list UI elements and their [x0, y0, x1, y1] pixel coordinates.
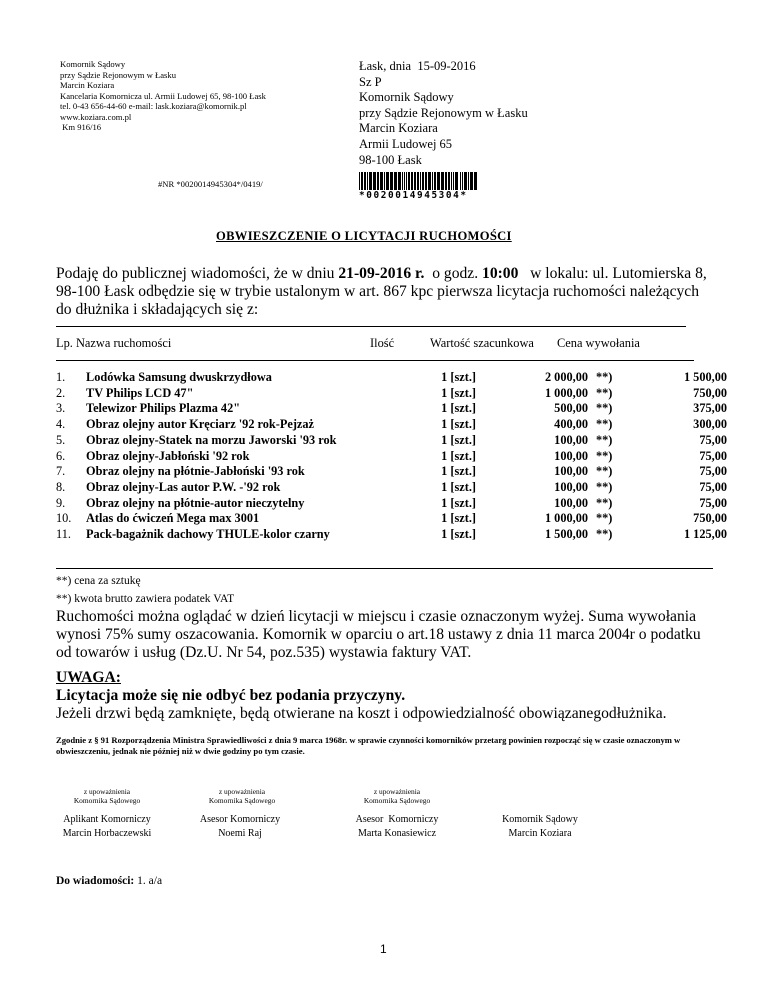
signature-authorization: [332, 787, 462, 805]
row-value: 100,00: [554, 495, 588, 510]
row-lp: 4.: [56, 417, 66, 432]
legal-note: Zgodnie z § 91 Rozporządzenia Ministra Sprawiedliwości z dnia 9 marca 1968r. w sprawie czynności komorników przetarg powinien rozpocząć się w czasie oznaczonym w obwieszczeniu, jednak nie później niż w dwie godziny po tym czasie.: [56, 735, 681, 756]
signatory-role: Asesor Komorniczy: [199, 814, 281, 825]
row-lp: 2.: [56, 385, 66, 400]
items-table: [56, 370, 756, 560]
column-header-value: Wartość szacunkowa: [430, 336, 534, 350]
row-price: 75,00: [699, 495, 727, 510]
row-value: 100,00: [554, 432, 588, 447]
authorization-line: z upoważnienia: [373, 787, 421, 796]
row-lp: 7.: [56, 464, 66, 479]
reference-number: #NR *0020014945304*/0419/: [158, 179, 263, 189]
row-value: 1 000,00: [544, 385, 588, 400]
table-row: [56, 496, 756, 512]
row-lp: 11.: [56, 527, 71, 541]
row-qty: 1 [szt.]: [441, 432, 476, 447]
row-name: Obraz olejny na płótnie-Jabłoński '93 rok: [86, 464, 305, 479]
table-row: [56, 386, 756, 402]
row-qty: 1 [szt.]: [441, 401, 476, 416]
row-value: 2 000,00: [544, 370, 588, 384]
row-qty: 1 [szt.]: [441, 479, 476, 494]
table-row: [56, 480, 756, 496]
recipient-line: Armii Ludowej 65: [359, 136, 453, 151]
note-price-per-item: **) cena za sztukę: [56, 575, 141, 587]
row-mark: **): [596, 370, 613, 384]
authorization-line: z upoważnienia: [83, 787, 131, 796]
recipient-line: Komornik Sądowy: [359, 90, 454, 105]
row-mark: **): [596, 385, 613, 400]
row-value: 500,00: [554, 401, 588, 416]
signatory-name: Noemi Raj: [218, 828, 262, 839]
case-number: Km 916/16: [60, 122, 102, 132]
row-price: 75,00: [699, 448, 727, 463]
column-header-name: Lp. Nazwa ruchomości: [56, 336, 172, 350]
recipient-block: [359, 59, 528, 168]
row-price: 1 500,00: [683, 370, 727, 384]
row-mark: **): [596, 464, 613, 479]
row-price: 750,00: [693, 511, 727, 526]
signatory-role: Asesor Komorniczy: [355, 814, 439, 825]
signature-authorization: [177, 787, 307, 805]
row-qty: 1 [szt.]: [441, 370, 476, 384]
table-row: [56, 370, 756, 386]
table-row: [56, 401, 756, 417]
row-lp: 1.: [56, 370, 66, 384]
table-row: [56, 433, 756, 449]
document-title: OBWIESZCZENIE O LICYTACJI RUCHOMOŚCI: [216, 229, 512, 243]
recipient-line: przy Sądzie Rejonowym w Łasku: [359, 105, 528, 120]
row-name: Lodówka Samsung dwuskrzydłowa: [86, 370, 272, 384]
note-vat: **) kwota brutto zawiera podatek VAT: [56, 593, 235, 605]
authorization-line: z upoważnienia: [218, 787, 266, 796]
table-row: [56, 527, 756, 543]
signatory-name: Marcin Koziara: [508, 828, 572, 839]
row-qty: 1 [szt.]: [441, 511, 476, 526]
distribution-label: Do wiadomości:: [56, 875, 135, 887]
row-name: Obraz olejny-Jabłoński '92 rok: [86, 448, 250, 463]
row-name: Atlas do ćwiczeń Mega max 3001: [86, 511, 260, 526]
sender-line: tel. 0-43 656-44-60 e-mail: lask.koziara@komornik.pl: [60, 101, 247, 111]
row-qty: 1 [szt.]: [441, 495, 476, 510]
auction-time: 10:00: [482, 265, 519, 282]
authorization-line: Komornika Sądowego: [208, 796, 276, 805]
column-header-price: Cena wywołania: [557, 336, 640, 350]
row-price: 75,00: [699, 479, 727, 494]
sender-block: [60, 59, 266, 133]
distribution-note: [56, 875, 162, 887]
row-name: Telewizor Philips Plazma 42": [86, 401, 241, 416]
recipient-line: Sz P: [359, 74, 382, 89]
row-price: 375,00: [693, 401, 727, 416]
row-mark: **): [596, 432, 613, 447]
intro-text-2: o godz.: [424, 265, 483, 282]
row-mark: **): [596, 511, 613, 526]
row-mark: **): [596, 495, 613, 510]
sender-line: Komornik Sądowy: [60, 59, 126, 69]
row-value: 1 500,00: [544, 527, 588, 541]
row-name: Pack-bagażnik dachowy THULE-kolor czarny: [86, 527, 330, 541]
barcode-bars: [359, 172, 480, 190]
row-lp: 10.: [56, 511, 72, 526]
signatory-role: Aplikant Komorniczy: [63, 814, 151, 825]
recipient-line: 98-100 Łask: [359, 152, 422, 167]
sender-line: przy Sądzie Rejonowym w Łasku: [60, 69, 176, 80]
row-value: 1 000,00: [544, 511, 588, 526]
intro-text-3: w lokalu: ul. Lutomierska 8, 98-100 Łask odbędzie się w trybie ustalonym w art. 867 kpc pierwsza licytacja ruchomości należących do dłużnika i składających się z:: [56, 265, 711, 319]
row-price: 300,00: [693, 417, 727, 432]
recipient-line: Marcin Koziara: [359, 121, 438, 136]
row-mark: **): [596, 401, 613, 416]
warning-line: Jeżeli drzwi będą zamknięte, będą otwierane na koszt i odpowiedzialność obowiązanegodłużnika.: [56, 705, 667, 722]
signature-authorization: [42, 787, 172, 805]
row-qty: 1 [szt.]: [441, 385, 476, 400]
row-lp: 9.: [56, 495, 66, 510]
row-value: 100,00: [554, 479, 588, 494]
sender-line: www.koziara.com.pl: [60, 111, 132, 122]
column-header-qty: Ilość: [370, 336, 395, 350]
row-qty: 1 [szt.]: [441, 527, 476, 541]
row-mark: **): [596, 448, 613, 463]
row-value: 100,00: [554, 448, 588, 463]
row-price: 1 125,00: [683, 527, 727, 541]
table-row: [56, 464, 756, 480]
row-name: Obraz olejny-Statek na morzu Jaworski '93 rok: [86, 432, 337, 447]
row-name: Obraz olejny-Las autor P.W. -'92 rok: [86, 479, 281, 494]
intro-paragraph: [56, 265, 711, 320]
row-name: TV Philips LCD 47": [86, 385, 194, 400]
table-row: [56, 417, 756, 433]
barcode-text: *0020014945304*: [359, 190, 468, 201]
row-mark: **): [596, 527, 613, 541]
row-price: 75,00: [699, 432, 727, 447]
table-row: [56, 511, 756, 527]
row-lp: 5.: [56, 432, 66, 447]
row-name: Obraz olejny na płótnie-autor nieczytelny: [86, 495, 305, 510]
row-mark: **): [596, 479, 613, 494]
signatory-name: Marcin Horbaczewski: [62, 828, 152, 839]
auction-date: 21-09-2016 r.: [338, 265, 425, 282]
row-qty: 1 [szt.]: [441, 448, 476, 463]
divider: [56, 568, 713, 569]
intro-text-1: Podaję do publicznej wiadomości, że w dniu: [56, 265, 339, 282]
place-date: Łask, dnia 15-09-2016: [359, 59, 476, 73]
sender-line: Marcin Koziara: [60, 80, 115, 90]
row-lp: 8.: [56, 479, 66, 494]
signatory-role: Komornik Sądowy: [502, 814, 578, 825]
row-price: 75,00: [699, 464, 727, 479]
table-row: [56, 449, 756, 465]
row-value: 100,00: [554, 464, 588, 479]
row-mark: **): [596, 417, 613, 432]
body-paragraph: Ruchomości można oglądać w dzień licytacji w miejscu i czasie oznaczonym wyżej. Suma wywołania wynosi 75% sumy oszacowania. Komornik w oparciu o art.18 ustawy z dnia 11 marca 2004r o podatku od towarów i usług (Dz.U. Nr 54, poz.535) wystawia faktury VAT.: [56, 608, 701, 662]
authorization-line: Komornika Sądowego: [73, 796, 141, 805]
sender-line: Kancelaria Komornicza ul. Armii Ludowej 65, 98-100 Łask: [60, 90, 266, 101]
page-number: 1: [380, 942, 387, 956]
divider: [56, 326, 686, 327]
distribution-value: 1. a/a: [134, 875, 163, 887]
warning-heading: UWAGA:: [56, 669, 121, 686]
barcode: [359, 172, 480, 201]
warning-bold-line: Licytacja może się nie odbyć bez podania przyczyny.: [56, 687, 406, 704]
row-qty: 1 [szt.]: [441, 417, 476, 432]
row-qty: 1 [szt.]: [441, 464, 476, 479]
row-price: 750,00: [693, 385, 727, 400]
row-lp: 6.: [56, 448, 66, 463]
row-value: 400,00: [554, 417, 588, 432]
authorization-line: Komornika Sądowego: [363, 796, 431, 805]
row-lp: 3.: [56, 401, 66, 416]
row-name: Obraz olejny autor Kręciarz '92 rok-Pejzaż: [86, 417, 314, 432]
signatory-name: Marta Konasiewicz: [357, 828, 437, 839]
divider: [56, 360, 694, 361]
